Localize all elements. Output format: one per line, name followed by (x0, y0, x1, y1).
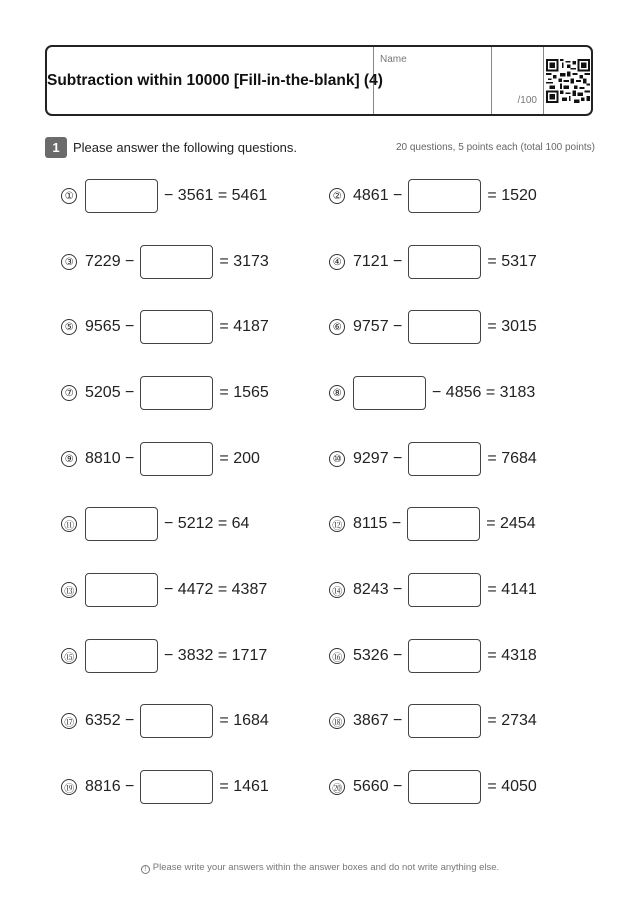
name-field[interactable] (374, 47, 492, 114)
minus-sign: − (393, 712, 403, 729)
result: 4318 (501, 647, 537, 664)
minuend: 3867 (353, 712, 389, 729)
problem-4 (329, 244, 537, 280)
minus-sign: − (164, 515, 174, 532)
minuend: 7121 (353, 253, 389, 270)
result: 2454 (500, 515, 536, 532)
problem-12 (329, 506, 536, 542)
question-number: ⑨ (61, 451, 77, 467)
minus-sign: − (164, 647, 174, 664)
minus-sign: − (432, 384, 442, 401)
minuend: 5326 (353, 647, 389, 664)
points-note: 20 questions, 5 points each (total 100 points) (395, 141, 595, 153)
answer-box[interactable] (85, 573, 158, 607)
minuend: 9297 (353, 450, 389, 467)
answer-box[interactable] (408, 573, 481, 607)
problem-16 (329, 638, 537, 674)
question-number: ⑭ (329, 582, 345, 598)
subtrahend: 4856 (445, 384, 482, 401)
equals-sign: = (486, 515, 496, 532)
question-number: ⑳ (329, 779, 345, 795)
result: 3183 (499, 384, 536, 401)
answer-box[interactable] (140, 704, 213, 738)
qr-cell (544, 47, 591, 114)
problem-9 (61, 441, 260, 477)
minuend: 8816 (85, 778, 121, 795)
subtrahend: 5212 (177, 515, 214, 532)
answer-box[interactable] (408, 639, 481, 673)
answer-box[interactable] (408, 770, 481, 804)
question-number: ② (329, 188, 345, 204)
equals-sign: = (219, 712, 229, 729)
problem-11 (61, 506, 249, 542)
problem-8 (329, 375, 535, 411)
question-number: ⑮ (61, 648, 77, 664)
subtrahend: 3832 (177, 647, 214, 664)
equals-sign: = (217, 187, 228, 204)
equals-sign: = (219, 450, 229, 467)
equals-sign: = (219, 253, 229, 270)
answer-box[interactable] (408, 704, 481, 738)
problem-18 (329, 703, 537, 739)
score-field[interactable] (492, 47, 544, 114)
problem-1 (61, 178, 267, 214)
answer-box[interactable] (140, 376, 213, 410)
problem-3 (61, 244, 269, 280)
minus-sign: − (164, 187, 174, 204)
section-number-badge: 1 (45, 137, 67, 158)
answer-box[interactable] (407, 507, 480, 541)
result: 4187 (233, 318, 269, 335)
problem-20 (329, 769, 537, 805)
result: 3173 (233, 253, 269, 270)
minus-sign: − (125, 450, 135, 467)
worksheet-title: Subtraction within 10000 [Fill-in-the-blank] (4) (47, 71, 383, 89)
question-number: ⑫ (329, 516, 345, 532)
equals-sign: = (487, 712, 497, 729)
question-number: ⑦ (61, 385, 77, 401)
question-number: ⑱ (329, 713, 345, 729)
name-label: Name (380, 54, 407, 65)
result: 1565 (233, 384, 269, 401)
subtrahend: 3561 (177, 187, 214, 204)
result: 2734 (501, 712, 537, 729)
equals-sign: = (487, 778, 497, 795)
minus-sign: − (125, 712, 135, 729)
problem-5 (61, 309, 269, 345)
answer-box[interactable] (408, 310, 481, 344)
equals-sign: = (487, 318, 497, 335)
minus-sign: − (393, 318, 403, 335)
score-label: /100 (517, 95, 537, 106)
minus-sign: − (125, 384, 135, 401)
worksheet-header (45, 45, 593, 116)
equals-sign: = (217, 581, 228, 598)
minus-sign: − (125, 778, 135, 795)
equals-sign: = (487, 187, 497, 204)
footer-note (0, 862, 640, 874)
minus-sign: − (393, 581, 403, 598)
answer-box[interactable] (408, 442, 481, 476)
minus-sign: − (393, 187, 403, 204)
minuend: 4861 (353, 187, 389, 204)
result: 4141 (501, 581, 537, 598)
equals-sign: = (219, 318, 229, 335)
minus-sign: − (125, 253, 135, 270)
question-number: ⑤ (61, 319, 77, 335)
problem-2 (329, 178, 537, 214)
equals-sign: = (485, 384, 496, 401)
answer-box[interactable] (353, 376, 426, 410)
question-number: ⑩ (329, 451, 345, 467)
equals-sign: = (487, 253, 497, 270)
equals-sign: = (217, 647, 228, 664)
result: 1717 (231, 647, 268, 664)
answer-box[interactable] (408, 179, 481, 213)
result: 3015 (501, 318, 537, 335)
minuend: 8243 (353, 581, 389, 598)
answer-box[interactable] (140, 442, 213, 476)
section-instruction: Please answer the following questions. (73, 139, 298, 155)
minuend: 5660 (353, 778, 389, 795)
question-number: ④ (329, 254, 345, 270)
problem-15 (61, 638, 267, 674)
equals-sign: = (487, 581, 497, 598)
minus-sign: − (393, 450, 403, 467)
question-number: ⑥ (329, 319, 345, 335)
question-number: ⑰ (61, 713, 77, 729)
result: 5317 (501, 253, 537, 270)
question-number: ⑯ (329, 648, 345, 664)
problem-13 (61, 572, 267, 608)
question-number: ③ (61, 254, 77, 270)
minuend: 8115 (353, 515, 388, 532)
minus-sign: − (391, 515, 402, 532)
subtrahend: 4472 (177, 581, 214, 598)
question-number: ① (61, 188, 77, 204)
equals-sign: = (487, 647, 497, 664)
minus-sign: − (393, 253, 403, 270)
answer-box[interactable] (140, 310, 213, 344)
minuend: 5205 (85, 384, 121, 401)
section-header (45, 136, 595, 158)
minus-sign: − (393, 778, 403, 795)
answer-box[interactable] (140, 245, 213, 279)
answer-box[interactable] (85, 639, 158, 673)
question-number: ⑧ (329, 385, 345, 401)
problem-6 (329, 309, 537, 345)
result: 5461 (231, 187, 268, 204)
equals-sign: = (487, 450, 497, 467)
answer-box[interactable] (85, 507, 158, 541)
minus-sign: − (164, 581, 174, 598)
problem-10 (329, 441, 537, 477)
footer-text: Please write your answers within the answer boxes and do not write anything else. (152, 862, 500, 873)
equals-sign: = (219, 384, 229, 401)
title-cell (47, 47, 383, 114)
result: 7684 (501, 450, 537, 467)
result: 200 (233, 450, 260, 467)
minus-sign: − (125, 318, 135, 335)
minuend: 9565 (85, 318, 121, 335)
minuend: 9757 (353, 318, 389, 335)
problem-14 (329, 572, 537, 608)
result: 1461 (233, 778, 269, 795)
equals-sign: = (219, 778, 229, 795)
question-number: ⑬ (61, 582, 77, 598)
result: 1520 (501, 187, 537, 204)
answer-box[interactable] (140, 770, 213, 804)
info-icon: ! (141, 865, 150, 874)
result: 1684 (233, 712, 269, 729)
answer-box[interactable] (408, 245, 481, 279)
equals-sign: = (217, 515, 228, 532)
result: 64 (231, 515, 250, 532)
minuend: 8810 (85, 450, 121, 467)
result: 4050 (501, 778, 537, 795)
qr-code-icon (546, 59, 590, 103)
question-number: ⑲ (61, 779, 77, 795)
problem-7 (61, 375, 269, 411)
minuend: 7229 (85, 253, 121, 270)
result: 4387 (231, 581, 268, 598)
minuend: 6352 (85, 712, 121, 729)
problem-17 (61, 703, 269, 739)
question-number: ⑪ (61, 516, 77, 532)
answer-box[interactable] (85, 179, 158, 213)
problem-19 (61, 769, 269, 805)
minus-sign: − (393, 647, 403, 664)
